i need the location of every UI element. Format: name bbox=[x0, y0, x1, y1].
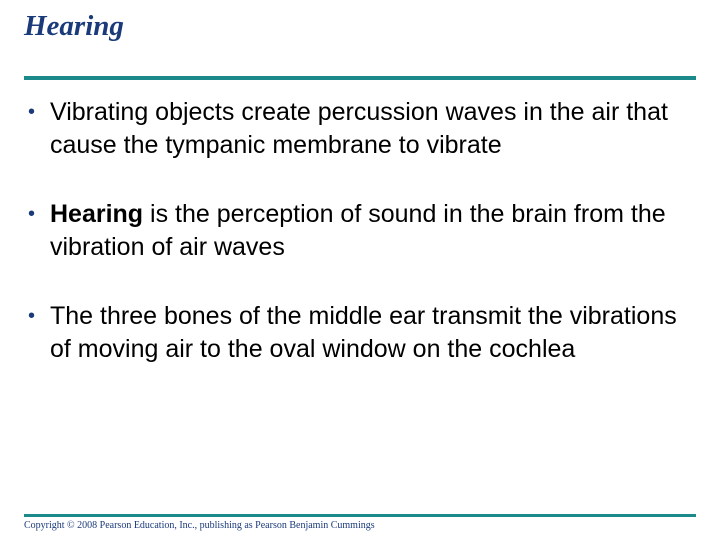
bullet-text: is the perception of sound in the brain from the vibration of air waves bbox=[50, 200, 666, 261]
bullet-item bbox=[28, 198, 696, 264]
bullet-bold-term: Hearing bbox=[50, 200, 144, 228]
bullet-text: The three bones of the middle ear transmit the vibrations of moving air to the oval window on the cochlea bbox=[50, 302, 677, 363]
bullet-item bbox=[28, 96, 696, 162]
bullet-list bbox=[28, 96, 696, 402]
slide-title: Hearing bbox=[24, 10, 124, 42]
copyright-notice: Copyright © 2008 Pearson Education, Inc., publishing as Pearson Benjamin Cummings bbox=[24, 520, 375, 531]
bullet-dot-icon: • bbox=[28, 101, 36, 123]
title-divider bbox=[24, 76, 696, 80]
footer-divider bbox=[24, 514, 696, 517]
bullet-text: Vibrating objects create percussion waves in the air that cause the tympanic membrane to vibrate bbox=[50, 98, 668, 159]
bullet-dot-icon: • bbox=[28, 305, 36, 327]
bullet-item bbox=[28, 300, 696, 366]
bullet-dot-icon: • bbox=[28, 203, 36, 225]
